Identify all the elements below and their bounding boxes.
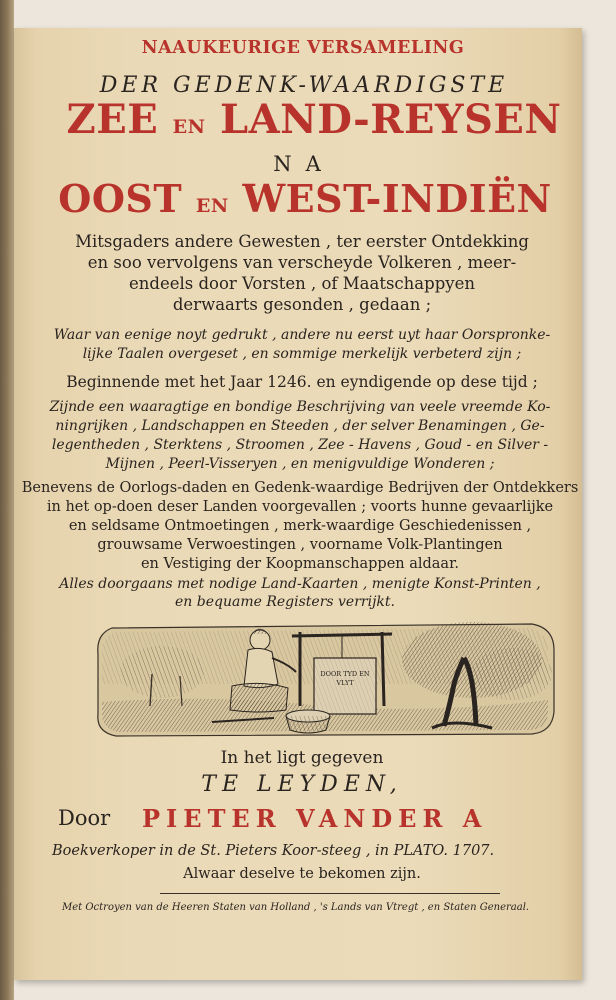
zijnde-line-4: Mijnen , Peerl-Visseryen , en menigvuldige Wonderen ; [105,456,495,472]
engraved-vignette [92,614,560,744]
benevens-line-4: grouwsame Verwoestingen , voorname Volk-Plantingen [97,537,503,553]
benevens-line-1: Benevens de Oorlogs-daden en Gedenk-waardige Bedrijven der Ontdekkers [21,480,579,496]
benevens-line-3: en seldsame Ontmoetingen , merk-waardige Geschiedenissen , [68,518,532,534]
vignette-inscription-2: VLYT [336,679,354,687]
waar-van-line-2: lijke Taalen overgeset , en sommige merkelijk verbeterd zijn ; [82,346,522,362]
title-word-oost: OOST [58,176,183,221]
title-line-zee-en-land-reysen [22,96,606,143]
imprint-printer-name: PIETER VANDER A [142,804,488,833]
title-line-na: NA [273,152,335,176]
alles-line-2: en bequame Registers verrijkt. [175,594,395,610]
mitsgaders-line-2: en soo vervolgens van verscheyde Volkeren , meer- [87,253,517,272]
imprint-ligt-gegeven: In het ligt gegeven [220,748,384,768]
benevens-line-5: en Vestiging der Koopmanschappen aldaar. [140,556,460,572]
zijnde-line-1: Zijnde een waaragtige en bondige Beschrijving van veele vreemde Ko- [49,399,551,415]
title-word-zee: ZEE [66,96,159,143]
title-word-west-indien: WEST-INDIËN [242,176,552,221]
vignette-inscription-1: DOOR TYD EN [320,670,370,678]
title-word-en-1: EN [172,116,206,138]
waar-van-line-1: Waar van eenige noyt gedrukt , andere nu eerst uyt haar Oorspronke- [53,327,551,343]
title-word-en-2: EN [195,195,229,217]
imprint-boekverkoper: Boekverkoper in de St. Pieters Koor-steeg , in PLATO. 1707. [52,843,495,859]
imprint-octroyen: Met Octroyen van de Heeren Staten van Holland , 's Lands van Vtregt , en Staten Generaal. [62,902,530,913]
zijnde-line-3: legentheden , Sterktens , Stroomen , Zee - Havens , Goud - en Silver - [51,437,549,453]
mitsgaders-line-1: Mitsgaders andere Gewesten , ter eerster Ontdekking [75,232,529,251]
title-line-naaukeurige: NAAUKEURIGE VERSAMELING [141,38,465,58]
zijnde-line-2: ningrijken , Landschappen en Steeden , der selver Benamingen , Ge- [55,418,545,434]
mitsgaders-line-4: derwaarts gesonden , gedaan ; [172,295,432,314]
title-line-gedenk-waardigste: DER GEDENK-WAARDIGSTE [99,73,509,98]
title-word-land-reysen: LAND-REYSEN [219,96,562,143]
imprint-divider-rule [160,893,500,894]
benevens-line-2: in het op-doen deser Landen voorgevallen ; voorts hunne gevaarlijke [46,499,554,515]
mitsgaders-line-3: endeels door Vorsten , of Maatschappyen [129,274,475,293]
title-line-oost-en-west-indien [22,176,588,221]
vignette-tub [286,710,330,733]
beginnende-line: Beginnende met het Jaar 1246. en eyndigende op dese tijd ; [66,373,538,391]
imprint-city: TE LEYDEN, [201,772,403,797]
imprint-alwaar: Alwaar deselve te bekomen zijn. [183,866,421,882]
book-spine-edge [0,0,14,1000]
imprint-door: Door [58,806,111,830]
alles-line-1: Alles doorgaans met nodige Land-Kaarten , menigte Konst-Printen , [59,576,541,592]
